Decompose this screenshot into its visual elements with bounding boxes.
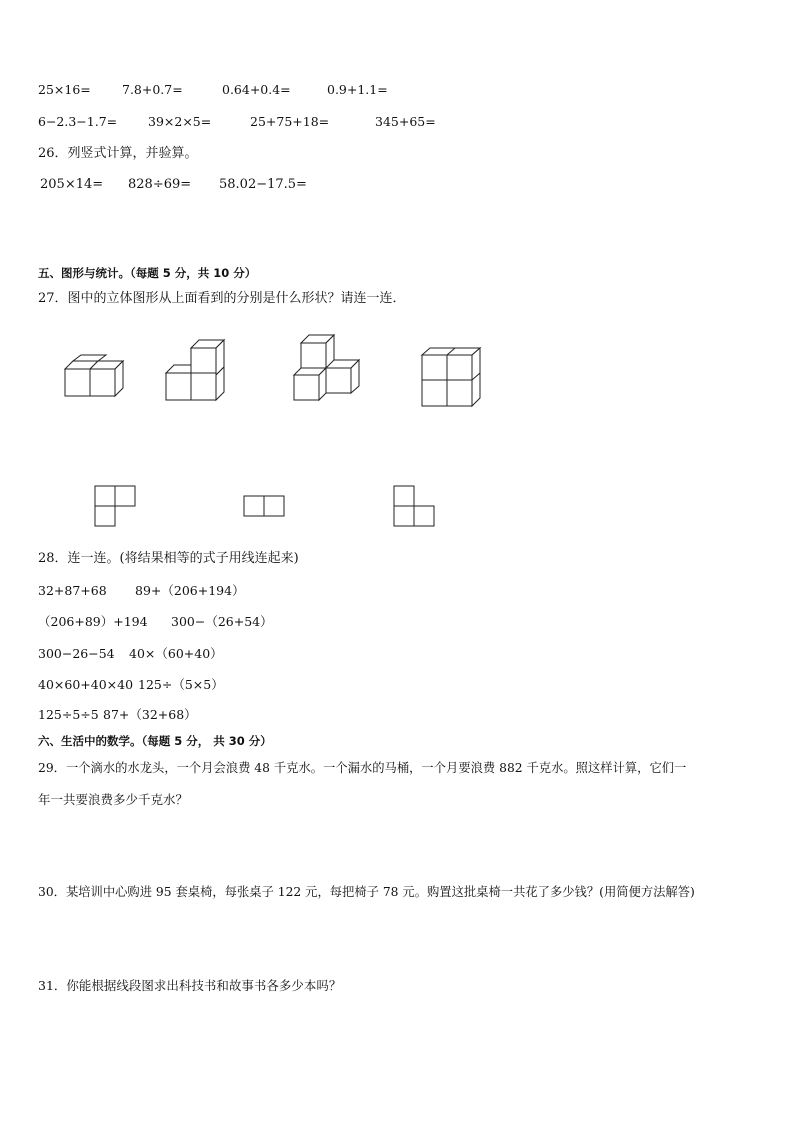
arith-2-3: 25+75+18= (250, 114, 330, 129)
q28-row3-left: 300−26−54 (38, 646, 115, 661)
q29-line2: 年一共要浪费多少千克水？ (38, 792, 189, 807)
solid-figure-1 (65, 355, 123, 396)
arith-1-2: 7.8+0.7= (122, 82, 183, 97)
q26-title: 26．列竖式计算，并验算。 (38, 146, 198, 161)
q28-row2-left: （206+89）+194 (38, 614, 148, 629)
solid-figure-2 (166, 340, 224, 400)
q29-line1: 29．一个滴水的水龙头，一个月会浪费 48 千克水。一个漏水的马桶，一个月要浪费 882 千克水。照这样计算，它们一 (38, 761, 687, 775)
top-view-1 (95, 486, 135, 526)
q28-row3-right: 40×（60+40） (129, 646, 223, 661)
q26-item-3: 58.02−17.5= (219, 177, 307, 192)
q27-figures (0, 0, 794, 560)
q31-text: 31．你能根据线段图求出科技书和故事书各多少本吗？ (38, 978, 342, 993)
q28-row5-right: 87+（32+68） (103, 707, 197, 722)
arith-2-4: 345+65= (375, 114, 436, 129)
section6-heading: 六、生活中的数学。（每题 5 分， 共 30 分） (38, 734, 272, 748)
q28-row4-left: 40×60+40×40 (38, 677, 134, 692)
arith-1-3: 0.64+0.4= (222, 82, 291, 97)
top-view-2 (244, 496, 284, 516)
arith-1-4: 0.9+1.1= (327, 82, 388, 97)
solid-figure-3 (294, 335, 359, 400)
q26-item-2: 828÷69= (128, 177, 192, 192)
q30-text: 30．某培训中心购进 95 套桌椅，每张桌子 122 元，每把椅子 78 元。购置这批桌椅一共花了多少钱？(用简便方法解答) (38, 885, 695, 899)
q28-row5-left: 125÷5÷5 (38, 707, 99, 722)
arith-2-2: 39×2×5= (148, 114, 212, 129)
top-view-3 (394, 486, 434, 526)
q28-row1-left: 32+87+68 (38, 583, 107, 598)
q28-row1-right: 89+（206+194） (135, 583, 245, 598)
q26-item-1: 205×14= (40, 177, 104, 192)
q28-title: 28．连一连。(将结果相等的式子用线连起来) (38, 551, 299, 566)
q27-title: 27．图中的立体图形从上面看到的分别是什么形状？请连一连． (38, 291, 406, 306)
solid-figure-4 (422, 348, 480, 406)
section5-heading: 五、图形与统计。（每题 5 分，共 10 分） (38, 266, 257, 280)
q28-row4-right: 125÷（5×5） (138, 677, 224, 692)
arith-1-1: 25×16= (38, 82, 91, 97)
q28-row2-right: 300−（26+54） (171, 614, 273, 629)
arith-2-1: 6−2.3−1.7= (38, 114, 118, 129)
